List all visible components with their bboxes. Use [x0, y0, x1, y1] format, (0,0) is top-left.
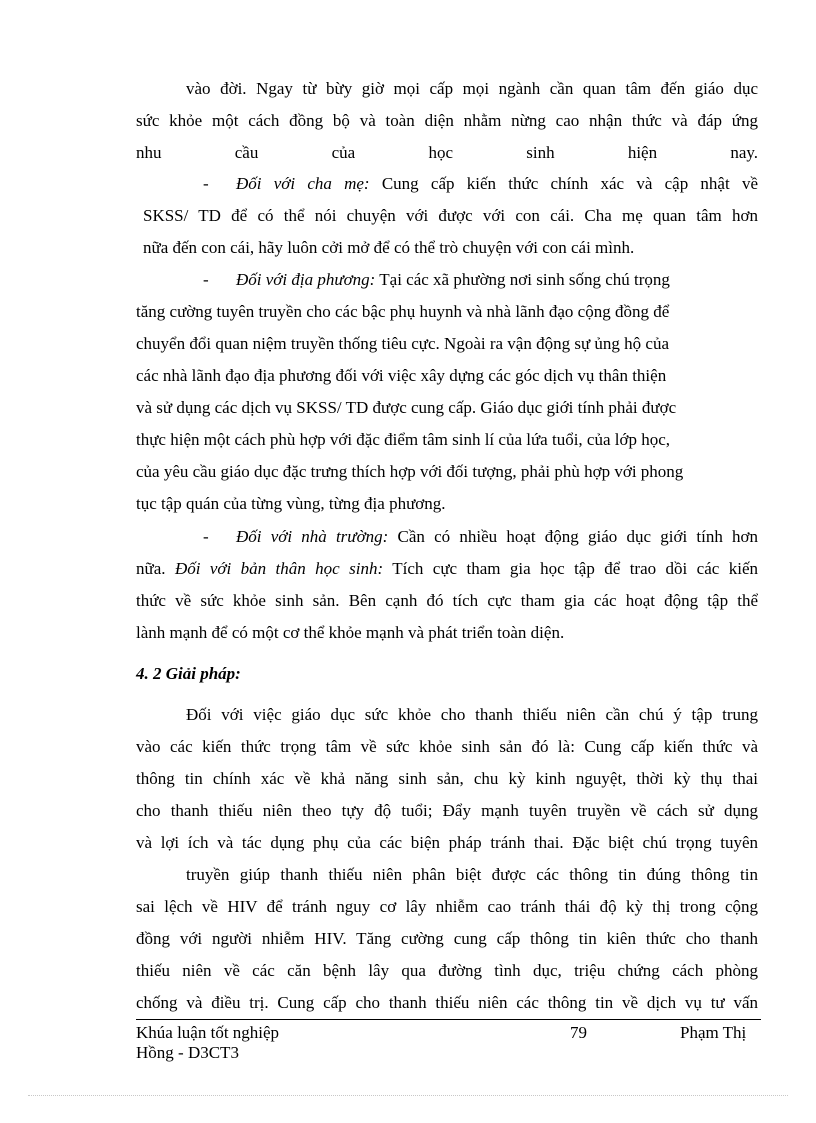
body-line: của yêu cầu giáo dục đặc trưng thích hợp với đối tượng, phải phù hợp với phong	[136, 462, 684, 481]
word: cầu	[234, 143, 259, 162]
bullet-dash: -	[203, 174, 209, 193]
school-label: Đối với nhà trường:	[236, 527, 389, 546]
bullet-dash: -	[203, 270, 209, 289]
body-line: đồng với người nhiễm HIV. Tăng cường cung cấp thông tin kiên thức cho thanh	[136, 929, 758, 948]
body-line: truyền giúp thanh thiếu niên phân biệt được các thông tin đúng thông tin	[186, 865, 758, 884]
body-line: sức khỏe một cách đồng bộ và toàn diện nhằm nừng cao nhận thức và đáp ứng	[136, 111, 758, 130]
body-line: Đối với việc giáo dục sức khỏe cho thanh thiếu niên cần chú ý tập trung	[186, 705, 758, 724]
parents-text: Cung cấp kiến thức chính xác và cập nhật về	[369, 174, 758, 193]
body-line	[236, 270, 670, 290]
word: học	[428, 143, 453, 162]
body-line: các nhà lãnh đạo địa phương đối với việc xây dựng các góc dịch vụ thân thiện	[136, 366, 667, 385]
body-line	[236, 527, 758, 547]
body-line: thông tin chính xác về khả năng sinh sản, chu kỳ kinh nguyệt, thời kỳ thụ thai	[136, 769, 758, 788]
body-line: sai lệch về HIV để tránh nguy cơ lây nhiễm cao tránh thái độ kỳ thị trong cộng	[136, 897, 758, 916]
footer-author: Phạm Thị	[680, 1023, 747, 1042]
section-heading: 4. 2 Giải pháp:	[136, 664, 241, 683]
body-line: cho thanh thiếu niên theo tựy độ tuổi; Đẩy mạnh tuyên truyền về cách sử dụng	[136, 801, 758, 820]
word: của	[331, 143, 356, 162]
page-number: 79	[570, 1023, 587, 1042]
page-bottom-border	[28, 1095, 788, 1096]
body-line: thực hiện một cách phù hợp với đặc điểm tâm sinh lí của lứa tuổi, của lớp học,	[136, 430, 671, 449]
body-line: thức về sức khỏe sinh sản. Bên cạnh đó tích cực tham gia các hoạt động tập thể	[136, 591, 758, 610]
body-line: và sử dụng các dịch vụ SKSS/ TD được cung cấp. Giáo dục giới tính phải được	[136, 398, 677, 417]
body-line	[236, 174, 758, 194]
parents-label: Đối với cha mẹ:	[236, 174, 370, 193]
body-line: nữa đến con cái, hãy luôn cởi mở để có thể trò chuyện với con cái mình.	[143, 238, 635, 257]
body-line: SKSS/ TD để có thể nói chuyện với được với con cái. Cha mẹ quan tâm hơn	[143, 206, 758, 225]
student-label: Đối với bản thân học sinh:	[174, 559, 384, 578]
footer-title: Khúa luận tốt nghiệp	[136, 1023, 280, 1042]
body-line: lành mạnh để có một cơ thể khỏe mạnh và phát triển toàn diện.	[136, 623, 565, 642]
student-text: Tích cực tham gia học tập để trao dồi các kiến	[383, 559, 759, 578]
body-line: và lợi ích và tác dụng phụ của các biện pháp tránh thai. Đặc biệt chú trọng tuyên	[136, 833, 758, 852]
body-line: vào đời. Ngay từ bừy giờ mọi cấp mọi ngành cần quan tâm đến giáo dục	[186, 79, 758, 98]
word: hiện	[627, 143, 658, 162]
body-line	[136, 143, 758, 163]
locality-text: Tại các xã phường nơi sinh sống chú trọng	[375, 270, 670, 289]
word: sinh	[526, 143, 555, 162]
body-line: tục tập quán của từng vùng, từng địa phương.	[136, 494, 446, 513]
body-line: chống và điều trị. Cung cấp cho thanh thiếu niên các thông tin về dịch vụ tư vấn	[136, 993, 758, 1012]
body-line: vào các kiến thức trọng tâm về sức khỏe sinh sản đó là: Cung cấp kiến thức và	[136, 737, 758, 756]
word: nhu	[136, 143, 162, 162]
body-line	[136, 559, 758, 579]
school-text: Cần có nhiều hoạt động giáo dục giới tính hơn	[388, 527, 759, 546]
school-text: nữa.	[136, 559, 175, 578]
footer-rule	[136, 1019, 761, 1020]
body-line: thiếu niên về các căn bệnh lây qua đường tình dục, triệu chứng cách phòng	[136, 961, 758, 980]
footer-author-class: Hồng - D3CT3	[136, 1043, 239, 1062]
bullet-dash: -	[203, 527, 209, 546]
body-line: chuyển đổi quan niệm truyền thống tiêu cực. Ngoài ra vận động sự ủng hộ của	[136, 334, 670, 353]
locality-label: Đối với địa phương:	[236, 270, 376, 289]
word: nay.	[730, 143, 759, 162]
body-line: tăng cường tuyên truyền cho các bậc phụ huynh và nhà lãnh đạo cộng đồng để	[136, 302, 670, 321]
